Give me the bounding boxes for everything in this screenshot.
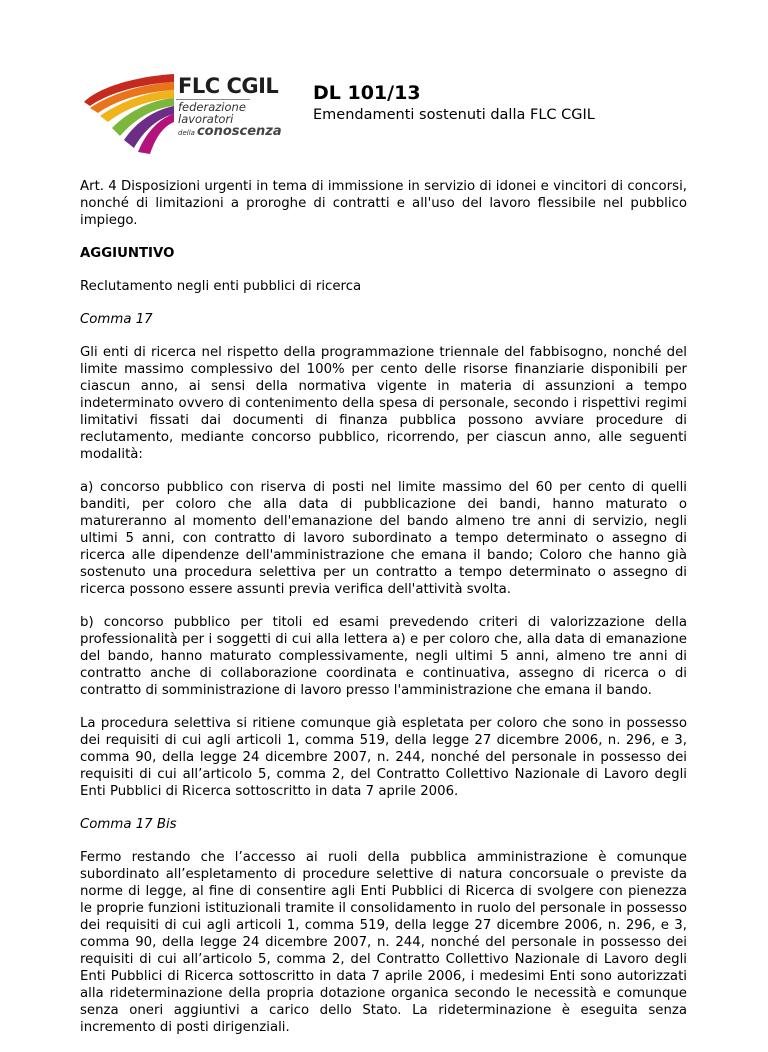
- point-b-text: b) concorso pubblico per titoli ed esami prevedendo criteri di valorizzazione della professionalità per i soggetti di cui alla lettera a) e per coloro che, alla data di emanazione del bando, hanno maturato complessivamente, negli ultimi 5 anni, almeno tre anni di contratto anche di collaborazione coordinata e continuativa, assegno di ricerca o di contratto di somministrazione di lavoro presso l'amministrazione che emana il bando.: [80, 615, 687, 698]
- logo-line-2: lavoratori: [178, 112, 234, 126]
- logo-stripes-icon: [80, 72, 176, 154]
- comma-17-bis-label: Comma 17 Bis: [80, 817, 177, 832]
- section-title: Reclutamento negli enti pubblici di ricerca: [80, 279, 362, 294]
- logo-line-3-small: della: [178, 129, 195, 137]
- document-subtitle: Emendamenti sostenuti dalla FLC CGIL: [313, 107, 595, 123]
- comma-17-text: Gli enti di ricerca nel rispetto della programmazione triennale del fabbisogno, nonché del limite massimo complessivo del 100% per cento delle risorse finanziarie disponibili per ciascun anno, ai sensi della normativa vigente in materia di assunzioni a tempo indeterminato ovvero di contenimento della spesa di personale, secondo i rispettivi regimi limitativi fissati dai documenti di finanza pubblica possono avviare procedure di reclutamento, mediante concorso pubblico, ricorrendo, per ciascun anno, alle seguenti modalità:: [80, 345, 687, 462]
- logo-line-3-big: conoscenza: [196, 124, 282, 139]
- logo-title: FLC CGIL: [178, 74, 279, 98]
- comma-17-bis-text: Fermo restando che l’accesso ai ruoli della pubblica amministrazione è comunque subordinato all’espletamento di procedure selettive di natura concorsuale o previste da norme di legge, al fine di consentire agli Enti Pubblici di Ricerca di svolgere con pienezza le proprie funzioni istituzionali tramite il consolidamento in ruolo del personale in possesso dei requisiti di cui agli articoli 1, comma 519, della legge 27 dicembre 2006, n. 296, e 3, comma 90, della legge 24 dicembre 2007, n. 244, nonché del personale in possesso dei requisiti di cui all’articolo 5, comma 2, del Contratto Collettivo Nazionale di Lavoro degli Enti Pubblici di Ricerca sottoscritto in data 7 aprile 2006, i medesimi Enti sono autorizzati alla rideterminazione della propria dotazione organica secondo le necessità e comunque senza oneri aggiuntivi a carico dello Stato. La rideterminazione è eseguita senza incremento di posti dirigenziali.: [80, 850, 687, 1035]
- document-body: [80, 178, 687, 1052]
- logo-line-3: [178, 125, 282, 139]
- section-label: AGGIUNTIVO: [80, 246, 175, 261]
- comma-17-label: Comma 17: [80, 312, 153, 327]
- article-heading: Art. 4 Disposizioni urgenti in tema di immissione in servizio di idonei e vincitori di concorsi, nonché di limitazioni a proroghe di contratti e all'uso del lavoro flessibile nel pubblico impiego.: [80, 179, 687, 228]
- point-a-text: a) concorso pubblico con riserva di posti nel limite massimo del 60 per cento di quelli banditi, per coloro che alla data di pubblicazione dei bandi, hanno maturato o matureranno al momento dell'emanazione del bando almeno tre anni di servizio, negli ultimi 5 anni, con contratto di lavoro subordinato a tempo determinato o assegno di ricerca alle dipendenze dell'amministrazione che emana il bando; Coloro che hanno già sostenuto una procedura selettiva per un contratto a tempo determinato o assegno di ricerca possono essere assunti previa verifica dell'attività svolta.: [80, 480, 687, 597]
- procedure-text: La procedura selettiva si ritiene comunque già espletata per coloro che sono in possesso dei requisiti di cui agli articoli 1, comma 519, della legge 27 dicembre 2006, n. 296, e 3, comma 90, della legge 24 dicembre 2007, n. 244, nonché del personale in possesso dei requisiti di cui all’articolo 5, comma 2, del Contratto Collettivo Nazionale di Lavoro degli Enti Pubblici di Ricerca sottoscritto in data 7 aprile 2006.: [80, 716, 687, 799]
- logo-line-1: federazione: [178, 100, 246, 114]
- document-header: [80, 72, 690, 154]
- document-title: DL 101/13: [313, 82, 421, 104]
- flc-cgil-logo: [80, 72, 282, 154]
